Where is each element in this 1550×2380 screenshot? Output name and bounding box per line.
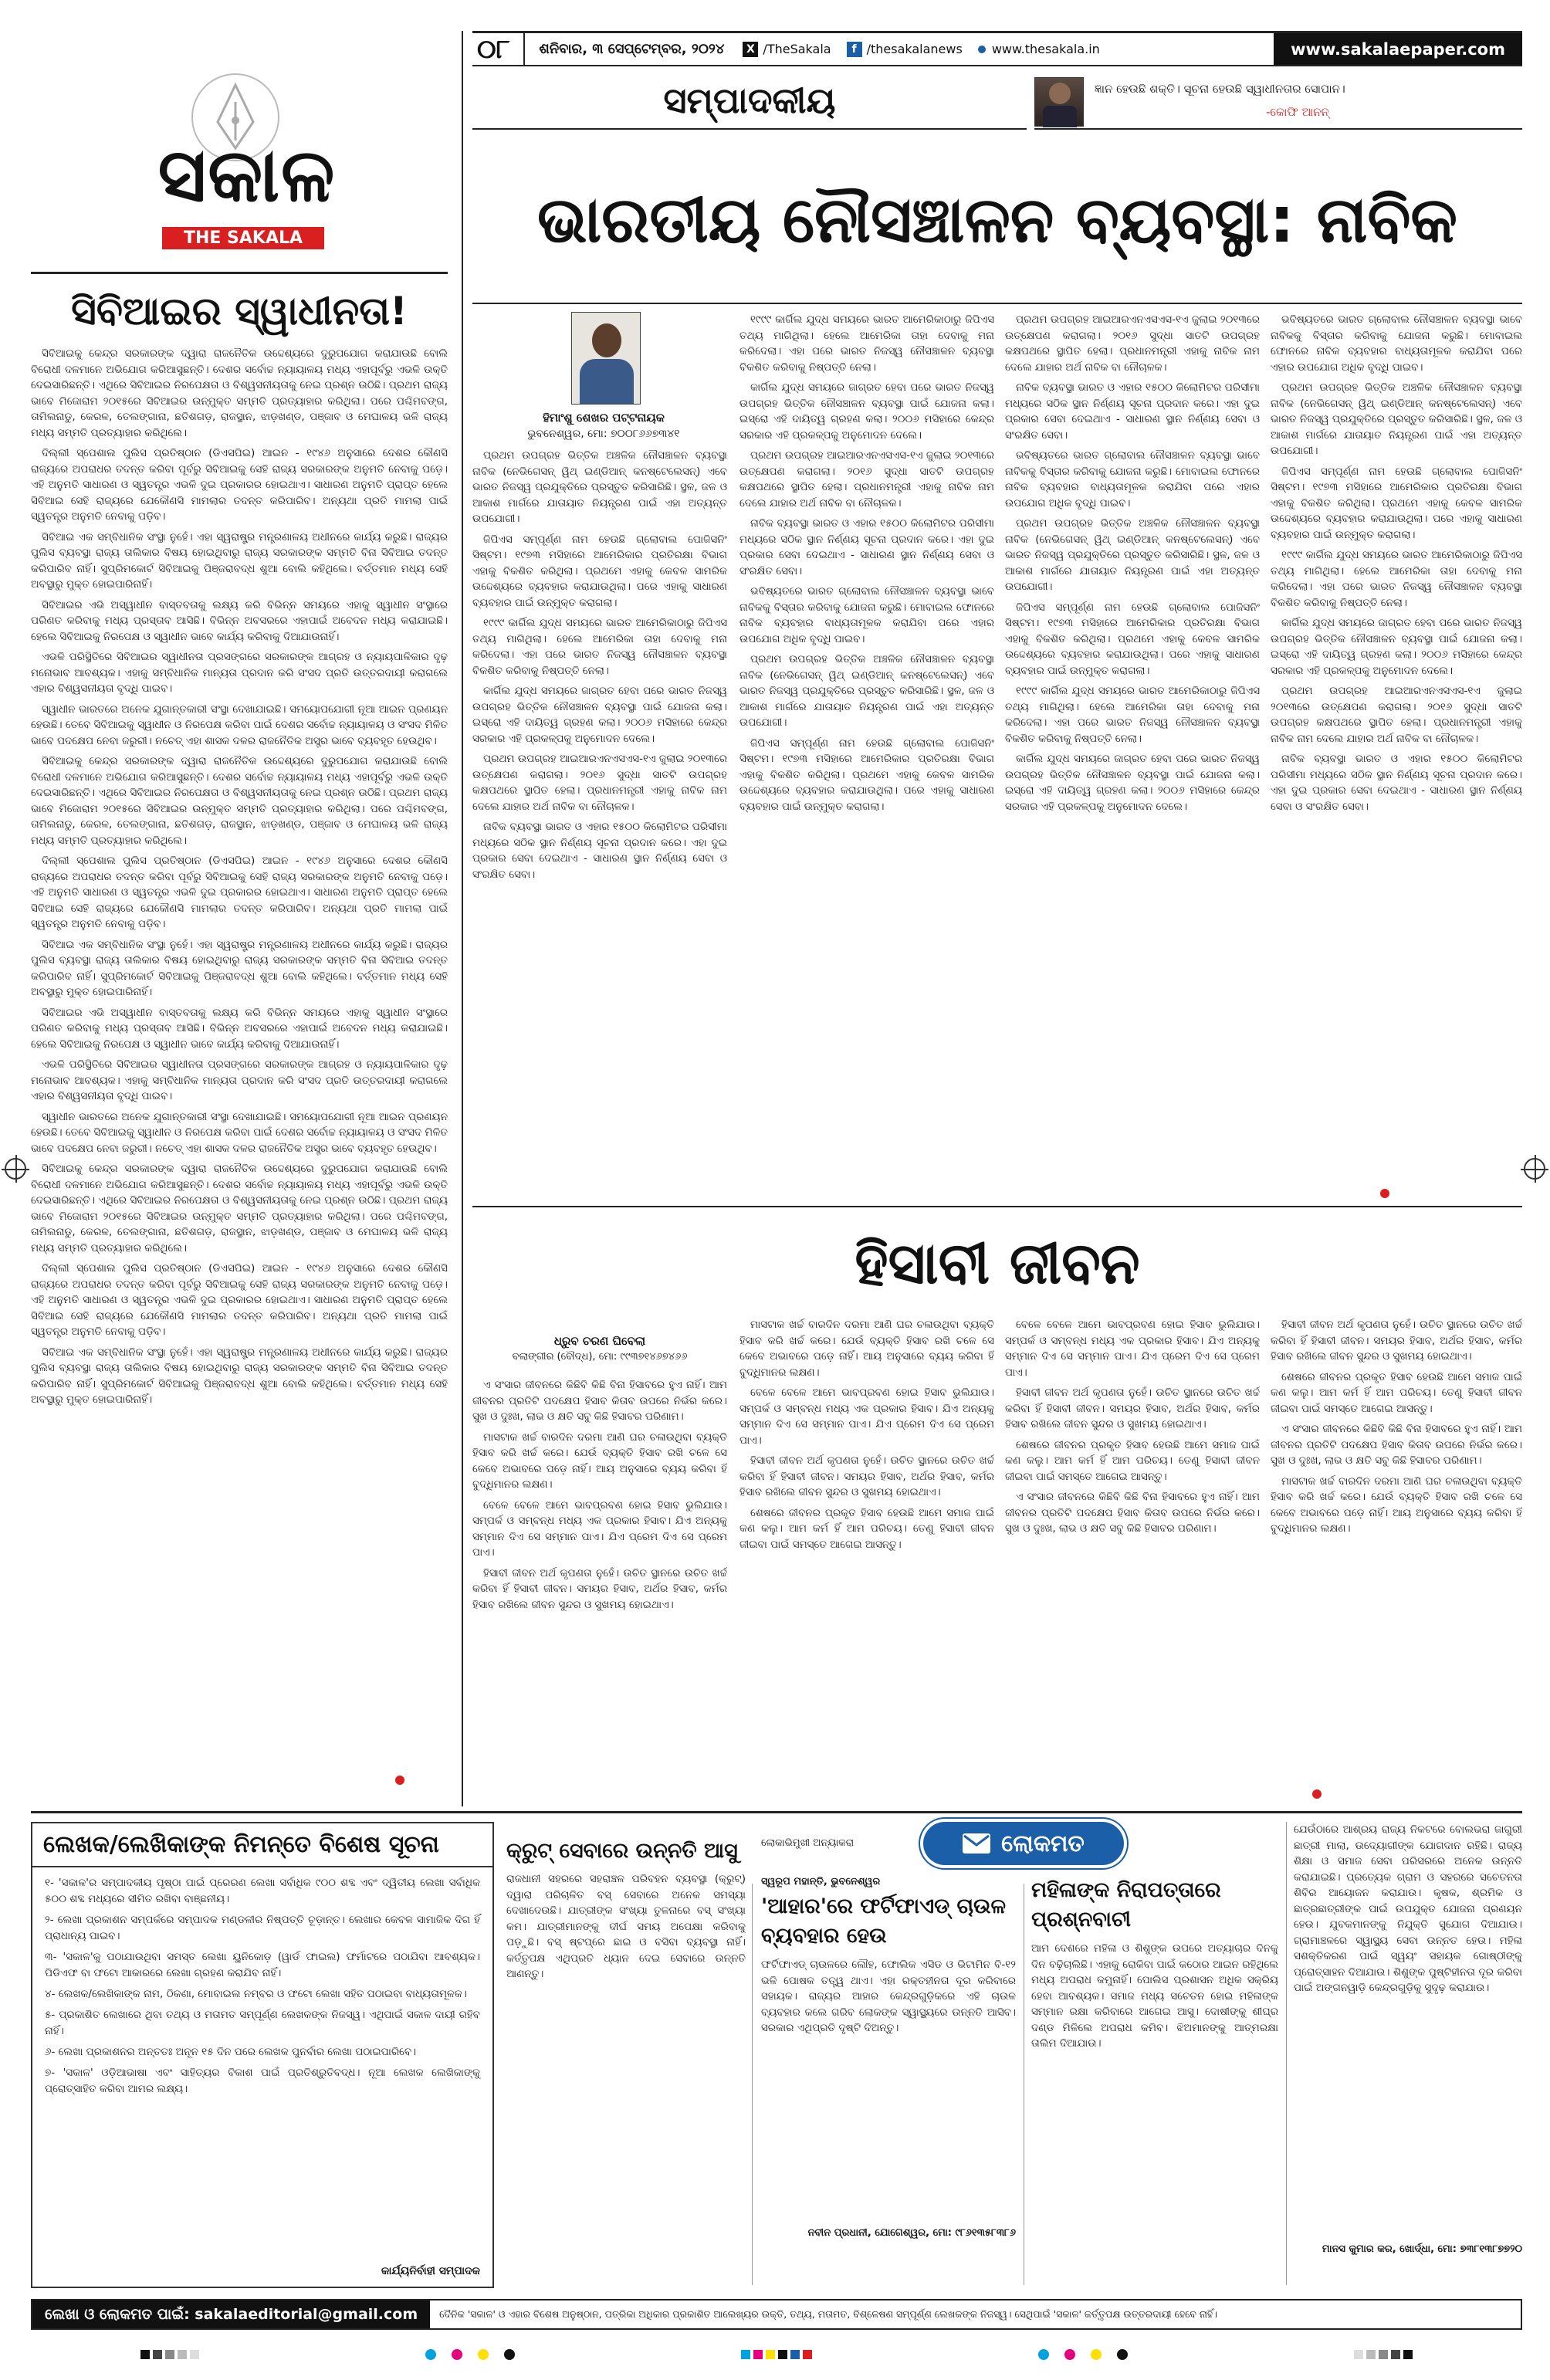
feature-paragraph: ଭବିଷ୍ୟତରେ ଭାରତ ଗ୍ଲୋବାଲ ନୌସଞ୍ଚାଳନ ବ୍ୟବସ୍ଥା ଭାବେ ନାବିକକୁ ବିସ୍ତାର କରିବାକୁ ଯୋଜନା କରୁଛି। ମୋବାଇଲ ଫୋନରେ ନାବିକ ବ୍ୟବହାର ବାଧ୍ୟତାମୂଳକ କରାଯିବା ପରେ ଏହାର ଉପଯୋଗ ଅଧିକ ବୃଦ୍ଧି ପାଇବ। bbox=[739, 585, 994, 645]
feature-paragraph: କାର୍ଗିଲ ଯୁଦ୍ଧ ସମୟରେ ଜାଗ୍ରତ ହେବା ପରେ ଭାରତ ନିଜସ୍ୱ ଉପଗ୍ରହ ଭିତ୍ତିକ ନୌସଞ୍ଚାଳନ ବ୍ୟବସ୍ଥା ପାଇଁ ଯୋଜନା କଲା। ଇସ୍ରୋ ଏହି ଦାୟିତ୍ୱ ଗ୍ରହଣ କଲା। ୨୦୦୬ ମସିହାରେ କେନ୍ଦ୍ର ସରକାର ଏହି ପ୍ରକଳ୍ପକୁ ଅନୁମୋଦନ ଦେଲେ। bbox=[739, 381, 994, 442]
feature-title: ଭାରତୀୟ ନୌସଞ୍ଚାଳନ ବ୍ୟବସ୍ଥା: ନାବିକ bbox=[536, 184, 1458, 257]
section-title: ସମ୍ପାଦକୀୟ bbox=[663, 80, 836, 121]
notice-item: ୪- ଲେଖକ/ଲେଖିକାଙ୍କ ନାମ, ଠିକଣା, ମୋବାଇଲ ନମ୍ବର ଓ ଫଟୋ ଲେଖା ସହିତ ପଠାଇବା ବାଧ୍ୟତାମୂଳକ। bbox=[45, 1988, 467, 2000]
life-paragraph: ଶେଷରେ ଜୀବନର ପ୍ରକୃତ ହିସାବ ହେଉଛି ଆମେ ସମାଜ ପାଇଁ କଣ କଲୁ। ଆମ କର୍ମ ହିଁ ଆମ ପରିଚୟ। ତେଣୁ ହିସାବୀ ଜୀବନ ଜୀଇବା ପାଇଁ ସମସ୍ତେ ଆଗେଇ ଆସନ୍ତୁ। bbox=[739, 1506, 994, 1551]
feature-paragraph: ପ୍ରଥମ ଉପଗ୍ରହ ଭିତ୍ତିକ ଅଞ୍ଚଳିକ ନୌସଞ୍ଚାଳନ ବ୍ୟବସ୍ଥା ନାବିକ (ନେଭିଗେସନ୍ ୱିଥ୍ ଇଣ୍ଡିଆନ୍ କନଷ୍ଟେଲେସନ୍) ଏବେ ଭାରତ ନିଜସ୍ୱ ପ୍ରଯୁକ୍ତିରେ ପ୍ରସ୍ତୁତ କରିସାରିଛି। ସ୍ଥଳ, ଜଳ ଓ ଆକାଶ ମାର୍ଗରେ ଯାତାୟାତ ନିୟନ୍ତ୍ରଣ ପାଇଁ ଏହା ଅତ୍ୟନ୍ତ ଉପଯୋଗୀ। bbox=[472, 449, 727, 525]
feature-author: ହିମାଂଶୁ ଶେଖର ପଟ୍ଟନାୟକ bbox=[543, 411, 665, 425]
lokamat-banner-label: ଲୋକମତ bbox=[1001, 1830, 1085, 1857]
letter-author-2: ନବୀନ ପ୍ରଧାନୀ, ଯୋଗେଶ୍ୱର, ମୋ: ୯୮୬୧୩୫୮୩୮୬ bbox=[807, 2227, 1016, 2239]
letter-1-author: ଲୋକାଭିମୁଖୀ ଅନ୍ୟାକରା bbox=[761, 1837, 855, 1849]
website-link[interactable]: www.thesakala.in bbox=[991, 42, 1100, 56]
life-paragraph: ହିସାବୀ ଜୀବନ ଅର୍ଥ କୃପଣତା ନୁହେଁ। ଉଚିତ ସ୍ଥାନରେ ଉଚିତ ଖର୍ଚ୍ଚ କରିବା ହିଁ ହିସାବୀ ଜୀବନ। ସମୟର ହିସାବ, ଅର୍ଥର ହିସାବ, କର୍ମର ହିସାବ ରଖିଲେ ଜୀବନ ସୁନ୍ଦର ଓ ସୁଖମୟ ହୋଇଥାଏ। bbox=[472, 1566, 727, 1611]
editorial-paragraph: ସିବିଆଇ ଏକ ସମ୍ବିଧାନିକ ସଂସ୍ଥା ନୁହେଁ। ଏହା ସ୍ୱରାଷ୍ଟ୍ର ମନ୍ତ୍ରଣାଳୟ ଅଧୀନରେ କାର୍ଯ୍ୟ କରୁଛି। ରାଜ୍ୟର ପୁଲିସ ବ୍ୟବସ୍ଥା ରାଜ୍ୟ ତାଲିକାର ବିଷୟ ହୋଇଥିବାରୁ ରାଜ୍ୟ ସରକାରଙ୍କ ସମ୍ମତି ବିନା ସିବିଆଇ ତଦନ୍ତ କରିପାରିବ ନାହିଁ। ସୁପ୍ରିମକୋର୍ଟ ସିବିଆଇକୁ ପିଞ୍ଜରାବଦ୍ଧ ଶୁଆ ବୋଲି କହିଥିଲେ। ବର୍ତ୍ତମାନ ମଧ୍ୟ ସେହି ଅବସ୍ଥାରୁ ମୁକ୍ତ ହୋଇପାରିନାହିଁ। bbox=[31, 530, 448, 591]
feature-paragraph: ପ୍ରଥମ ଉପଗ୍ରହ ଆଇଆରଏନଏସଏସ-୧ଏ ଜୁଲାଇ ୨୦୧୩ରେ ଉତ୍କ୍ଷେପଣ କରାଗଲା। ୨୦୧୬ ସୁଦ୍ଧା ସାତଟି ଉପଗ୍ରହ କକ୍ଷପଥରେ ସ୍ଥାପିତ ହେଲା। ପ୍ରଧାନମନ୍ତ୍ରୀ ଏହାକୁ ନାବିକ ନାମ ଦେଲେ ଯାହାର ଅର୍ଥ ନାବିକ ବା ନୌଚାଳକ। bbox=[1005, 313, 1260, 374]
notice-box bbox=[31, 1822, 494, 2288]
feature-body-col-4 bbox=[1271, 312, 1522, 1195]
notice-item: ୭- 'ସକାଳ' ଓଡ଼ିଆଭାଷା ଏବଂ ସାହିତ୍ୟର ବିକାଶ ପାଇଁ ପ୍ରତିଶ୍ରୁତିବଦ୍ଧ। ନୂଆ ଲେଖକ ଲେଖିକାଙ୍କୁ ପ୍ରୋତ୍ସାହିତ କରିବା ଆମର ଲକ୍ଷ୍ୟ। bbox=[45, 2067, 480, 2095]
letter-body: ଫର୍ଟିଫାଏଡ୍ ଚାଉଳରେ ଲୌହ, ଫୋଲିକ ଏସିଡ ଓ ଭିଟାମିନ ବି-୧୨ ଭଳି ପୋଷକ ତତ୍ତ୍ୱ ଥାଏ। ଏହା ରକ୍ତହୀନତା ଦୂର କରିବାରେ ସହାୟକ। ରାଜ୍ୟର ଆହାର କେନ୍ଦ୍ରଗୁଡ଼ିକରେ ଏହି ଚାଉଳ ବ୍ୟବହାର କଲେ ଗରିବ ଲୋକଙ୍କ ସ୍ୱାସ୍ଥ୍ୟରେ ଉନ୍ନତି ଆସିବ। ସରକାର ଏଥିପ୍ରତି ଦୃଷ୍ଟି ଦିଅନ୍ତୁ। bbox=[761, 1959, 1016, 2034]
life-paragraph: ମାସଟାକ ଖର୍ଚ୍ଚ ବାରଦିନ ଦରମା ଆଣି ଘର ଚଳାଉଥିବା ବ୍ୟକ୍ତି ହିସାବ କରି ଖର୍ଚ୍ଚ କରେ। ଯେଉଁ ବ୍ୟକ୍ତି ହିସାବ ରଖି ଚଳେ ସେ କେବେ ଅଭାବରେ ପଡ଼େ ନାହିଁ। ଆୟ ଅନୁସାରେ ବ୍ୟୟ କରିବା ହିଁ ବୁଦ୍ଧିମାନର ଲକ୍ଷଣ। bbox=[739, 1319, 994, 1379]
life-body-col-2 bbox=[739, 1317, 994, 1800]
page-number: ୦୮ bbox=[472, 33, 525, 65]
life-paragraph: ଏ ସଂସାର ଜୀବନରେ କିଛିବି କିଛି ବିନା ହିସାବରେ ହୁଏ ନାହିଁ। ଆମ ଜୀବନର ପ୍ରତିଟି ପଦକ୍ଷେପ ହିସାବ କିତାବ ଉପରେ ନିର୍ଭର କରେ। ସୁଖ ଓ ଦୁଃଖ, ଲାଭ ଓ କ୍ଷତି ସବୁ କିଛି ହିସାବର ପରିଣାମ। bbox=[472, 1379, 727, 1423]
quote-author: -କୋଫି ଆନନ୍ bbox=[1266, 105, 1329, 119]
feature-paragraph: କାର୍ଗିଲ ଯୁଦ୍ଧ ସମୟରେ ଜାଗ୍ରତ ହେବା ପରେ ଭାରତ ନିଜସ୍ୱ ଉପଗ୍ରହ ଭିତ୍ତିକ ନୌସଞ୍ଚାଳନ ବ୍ୟବସ୍ଥା ପାଇଁ ଯୋଜନା କଲା। ଇସ୍ରୋ ଏହି ଦାୟିତ୍ୱ ଗ୍ରହଣ କଲା। ୨୦୦୬ ମସିହାରେ କେନ୍ଦ୍ର ସରକାର ଏହି ପ୍ରକଳ୍ପକୁ ଅନୁମୋଦନ ଦେଲେ। bbox=[472, 685, 727, 745]
footer-bar bbox=[31, 2299, 1522, 2330]
feature-paragraph: ୧୯୯୯ କାର୍ଗିଲ ଯୁଦ୍ଧ ସମୟରେ ଭାରତ ଆମେରିକାଠାରୁ ଜିପିଏସ ତଥ୍ୟ ମାଗିଥିଲା। ହେଲେ ଆମେରିକା ତାହା ଦେବାକୁ ମନା କରିଦେଲା। ଏହା ପରେ ଭାରତ ନିଜସ୍ୱ ନୌସଞ୍ଚାଳନ ବ୍ୟବସ୍ଥା ବିକଶିତ କରିବାକୁ ନିଷ୍ପତ୍ତି ନେଲା। bbox=[1005, 685, 1260, 745]
editorial-paragraph: ସିବିଆଇକୁ କେନ୍ଦ୍ର ସରକାରଙ୍କ ଦ୍ୱାରା ରାଜନୈତିକ ଉଦ୍ଦେଶ୍ୟରେ ଦୁରୁପଯୋଗ କରାଯାଉଛି ବୋଲି ବିରୋଧୀ ଦଳମାନେ ଅଭିଯୋଗ କରିଆସୁଛନ୍ତି। ଦେଶର ସର୍ବୋଚ୍ଚ ନ୍ୟାୟାଳୟ ମଧ୍ୟ ଏହାପୂର୍ବରୁ ଏଭଳି ଉକ୍ତି ଦେଇସାରିଛନ୍ତି। ଏଥିରେ ସିବିଆଇର ନିରପେକ୍ଷତା ଓ ବିଶ୍ୱସନୀୟତାକୁ ନେଇ ପ୍ରଶ୍ନ ଉଠିଛି। ପ୍ରଥମ ରାଜ୍ୟ ଭାବେ ମିଜୋରାମ ୨୦୧୫ରେ ସିବିଆଇର ଉନ୍ମୁକ୍ତ ସମ୍ମତି ପ୍ରତ୍ୟାହାର କରିଥିଲା। ପରେ ପଶ୍ଚିମବଙ୍ଗ, ତାମିଲନାଡୁ, କେରଳ, ତେଲଙ୍ଗାନା, ଛତିଶଗଡ଼, ରାଜସ୍ଥାନ, ଝାଡ଼ଖଣ୍ଡ, ପଞ୍ଜାବ ଓ ମେଘାଳୟ ଭଳି ରାଜ୍ୟ ମଧ୍ୟ ସମ୍ମତି ପ୍ରତ୍ୟାହାର କରିଥିଲେ। bbox=[31, 755, 448, 847]
feature-paragraph: ପ୍ରଥମ ଉପଗ୍ରହ ଭିତ୍ତିକ ଅଞ୍ଚଳିକ ନୌସଞ୍ଚାଳନ ବ୍ୟବସ୍ଥା ନାବିକ (ନେଭିଗେସନ୍ ୱିଥ୍ ଇଣ୍ଡିଆନ୍ କନଷ୍ଟେଲେସନ୍) ଏବେ ଭାରତ ନିଜସ୍ୱ ପ୍ରଯୁକ୍ତିରେ ପ୍ରସ୍ତୁତ କରିସାରିଛି। ସ୍ଥଳ, ଜଳ ଓ ଆକାଶ ମାର୍ଗରେ ଯାତାୟାତ ନିୟନ୍ତ୍ରଣ ପାଇଁ ଏହା ଅତ୍ୟନ୍ତ ଉପଯୋଗୀ। bbox=[739, 653, 994, 729]
life-paragraph: ବେଳେ ବେଳେ ଆମେ ଭାବପ୍ରବଣ ହୋଇ ହିସାବ ଭୁଲିଯାଉ। ସମ୍ପର୍କ ଓ ସମ୍ବନ୍ଧ ମଧ୍ୟ ଏକ ପ୍ରକାର ହିସାବ। ଯିଏ ଅନ୍ୟକୁ ସମ୍ମାନ ଦିଏ ସେ ସମ୍ମାନ ପାଏ। ଯିଏ ପ୍ରେମ ଦିଏ ସେ ପ୍ରେମ ପାଏ। bbox=[472, 1498, 727, 1559]
feature-paragraph: ନାବିକ ବ୍ୟବସ୍ଥା ଭାରତ ଓ ଏହାର ୧୫୦୦ କିଲୋମିଟର ପରିସୀମା ମଧ୍ୟରେ ସଠିକ ସ୍ଥାନ ନିର୍ଣ୍ଣୟ ସୂଚନା ପ୍ରଦାନ କରେ। ଏହା ଦୁଇ ପ୍ରକାର ସେବା ଦେଇଥାଏ - ସାଧାରଣ ସ୍ଥାନ ନିର୍ଣ୍ଣୟ ସେବା ଓ ସଂରକ୍ଷିତ ସେବା। bbox=[1005, 381, 1260, 442]
feature-paragraph: କାର୍ଗିଲ ଯୁଦ୍ଧ ସମୟରେ ଜାଗ୍ରତ ହେବା ପରେ ଭାରତ ନିଜସ୍ୱ ଉପଗ୍ରହ ଭିତ୍ତିକ ନୌସଞ୍ଚାଳନ ବ୍ୟବସ୍ଥା ପାଇଁ ଯୋଜନା କଲା। ଇସ୍ରୋ ଏହି ଦାୟିତ୍ୱ ଗ୍ରହଣ କଲା। ୨୦୦୬ ମସିହାରେ କେନ୍ଦ୍ର ସରକାର ଏହି ପ୍ରକଳ୍ପକୁ ଅନୁମୋଦନ ଦେଲେ। bbox=[1271, 617, 1522, 677]
letter-title: 'ଆହାର'ରେ ଫର୍ଟିଫାଏଡ୍ ଚାଉଳ ବ୍ୟବହାର ହେଉ bbox=[761, 1894, 1007, 1948]
notice-item: ୧- 'ସକାଳ'ର ସମ୍ପାଦକୀୟ ପୃଷ୍ଠା ପାଇଁ ପ୍ରେରଣ ଲେଖା ସର୍ବାଧିକ ୯୦୦ ଶବ୍ଦ ଏବଂ ଦ୍ୱିତୀୟ ଲେଖା ସର୍ବାଧିକ ୫୦୦ ଶବ୍ଦ ମଧ୍ୟରେ ସୀମିତ ରଖିବା ବାଞ୍ଛନୀୟ। bbox=[45, 1877, 480, 1905]
feature-body-col-3 bbox=[1005, 312, 1260, 1195]
letter-author: ମାନସ କୁମାର କର, ଖୋର୍ଦ୍ଧା, ମୋ: ୭୩୮୧୩୮୭୭୨୦ bbox=[1322, 2243, 1522, 2255]
feature-paragraph: ଜିପିଏସ ସମ୍ପୂର୍ଣ୍ଣ ନାମ ହେଉଛି ଗ୍ଲୋବାଲ ପୋଜିସନିଂ ସିଷ୍ଟମ। ୧୯୭୩ ମସିହାରେ ଆମେରିକାର ପ୍ରତିରକ୍ଷା ବିଭାଗ ଏହାକୁ ବିକଶିତ କରିଥିଲା। ପ୍ରଥମେ ଏହାକୁ କେବଳ ସାମରିକ ଉଦ୍ଦେଶ୍ୟରେ ବ୍ୟବହାର କରାଯାଉଥିଲା। ପରେ ଏହାକୁ ସାଧାରଣ ବ୍ୟବହାର ପାଇଁ ଉନ୍ମୁକ୍ତ କରାଗଲା। bbox=[739, 736, 994, 813]
lokamat-banner bbox=[923, 1822, 1124, 1865]
feature-paragraph: ପ୍ରଥମ ଉପଗ୍ରହ ଆଇଆରଏନଏସଏସ-୧ଏ ଜୁଲାଇ ୨୦୧୩ରେ ଉତ୍କ୍ଷେପଣ କରାଗଲା। ୨୦୧୬ ସୁଦ୍ଧା ସାତଟି ଉପଗ୍ରହ କକ୍ଷପଥରେ ସ୍ଥାପିତ ହେଲା। ପ୍ରଧାନମନ୍ତ୍ରୀ ଏହାକୁ ନାବିକ ନାମ ଦେଲେ ଯାହାର ଅର୍ଥ ନାବିକ ବା ନୌଚାଳକ। bbox=[472, 753, 727, 813]
editorial-paragraph: ସିବିଆଇକୁ କେନ୍ଦ୍ର ସରକାରଙ୍କ ଦ୍ୱାରା ରାଜନୈତିକ ଉଦ୍ଦେଶ୍ୟରେ ଦୁରୁପଯୋଗ କରାଯାଉଛି ବୋଲି ବିରୋଧୀ ଦଳମାନେ ଅଭିଯୋଗ କରିଆସୁଛନ୍ତି। ଦେଶର ସର୍ବୋଚ୍ଚ ନ୍ୟାୟାଳୟ ମଧ୍ୟ ଏହାପୂର୍ବରୁ ଏଭଳି ଉକ୍ତି ଦେଇସାରିଛନ୍ତି। ଏଥିରେ ସିବିଆଇର ନିରପେକ୍ଷତା ଓ ବିଶ୍ୱସନୀୟତାକୁ ନେଇ ପ୍ରଶ୍ନ ଉଠିଛି। ପ୍ରଥମ ରାଜ୍ୟ ଭାବେ ମିଜୋରାମ ୨୦୧୫ରେ ସିବିଆଇର ଉନ୍ମୁକ୍ତ ସମ୍ମତି ପ୍ରତ୍ୟାହାର କରିଥିଲା। ପରେ ପଶ୍ଚିମବଙ୍ଗ, ତାମିଲନାଡୁ, କେରଳ, ତେଲଙ୍ଗାନା, ଛତିଶଗଡ଼, ରାଜସ୍ଥାନ, ଝାଡ଼ଖଣ୍ଡ, ପଞ୍ଜାବ ଓ ମେଘାଳୟ ଭଳି ରାଜ୍ୟ ମଧ୍ୟ ସମ୍ମତି ପ୍ରତ୍ୟାହାର କରିଥିଲେ। bbox=[31, 347, 448, 439]
editorial-paragraph: ଏଭଳି ପରିସ୍ଥିତିରେ ସିବିଆଇର ସ୍ୱାଧୀନତା ପ୍ରସଙ୍ଗରେ ସରକାରଙ୍କ ଆଗ୍ରହ ଓ ନ୍ୟାୟପାଳିକାର ଦୃଢ଼ ମନୋଭାବ ଆବଶ୍ୟକ। ଏହାକୁ ସମ୍ବିଧାନିକ ମାନ୍ୟତା ପ୍ରଦାନ କରି ସଂସଦ ପ୍ରତି ଉତ୍ତରଦାୟୀ କରାଗଲେ ଏହାର ବିଶ୍ୱସନୀୟତା ବୃଦ୍ଧି ପାଇବ। bbox=[31, 1058, 448, 1102]
life-paragraph: ଏ ସଂସାର ଜୀବନରେ କିଛିବି କିଛି ବିନା ହିସାବରେ ହୁଏ ନାହିଁ। ଆମ ଜୀବନର ପ୍ରତିଟି ପଦକ୍ଷେପ ହିସାବ କିତାବ ଉପରେ ନିର୍ଭର କରେ। ସୁଖ ଓ ଦୁଃଖ, ଲାଭ ଓ କ୍ଷତି ସବୁ କିଛି ହିସାବର ପରିଣାମ। bbox=[1271, 1423, 1522, 1467]
facebook-handle[interactable]: /thesakalanews bbox=[866, 42, 963, 56]
notice-item: ୫- ପ୍ରକାଶିତ ଲେଖାରେ ଥିବା ତଥ୍ୟ ଓ ମତାମତ ସମ୍ପୂର୍ଣ୍ଣ ଲେଖକଙ୍କ ନିଜସ୍ୱ। ଏଥିପାଇଁ ସକାଳ ଦାୟୀ ରହିବ ନାହିଁ। bbox=[45, 2009, 480, 2037]
quote-box bbox=[1034, 74, 1522, 130]
editorial-paragraph: ସିବିଆଇ ଏକ ସମ୍ବିଧାନିକ ସଂସ୍ଥା ନୁହେଁ। ଏହା ସ୍ୱରାଷ୍ଟ୍ର ମନ୍ତ୍ରଣାଳୟ ଅଧୀନରେ କାର୍ଯ୍ୟ କରୁଛି। ରାଜ୍ୟର ପୁଲିସ ବ୍ୟବସ୍ଥା ରାଜ୍ୟ ତାଲିକାର ବିଷୟ ହୋଇଥିବାରୁ ରାଜ୍ୟ ସରକାରଙ୍କ ସମ୍ମତି ବିନା ସିବିଆଇ ତଦନ୍ତ କରିପାରିବ ନାହିଁ। ସୁପ୍ରିମକୋର୍ଟ ସିବିଆଇକୁ ପିଞ୍ଜରାବଦ୍ଧ ଶୁଆ ବୋଲି କହିଥିଲେ। ବର୍ତ୍ତମାନ ମଧ୍ୟ ସେହି ଅବସ୍ଥାରୁ ମୁକ୍ତ ହୋଇପାରିନାହିଁ। bbox=[31, 938, 448, 998]
editorial-paragraph: ସ୍ୱାଧୀନ ଭାରତରେ ଅନେକ ଯୁଗାନ୍ତକାରୀ ସଂସ୍ଥା ଦେଖାଯାଇଛି। ସମୟୋପଯୋଗୀ ନୂଆ ଆଇନ ପ୍ରଣୟନ ହେଉଛି। ତେବେ ସିବିଆଇକୁ ସ୍ୱାଧୀନ ଓ ନିରପେକ୍ଷ କରିବା ପାଇଁ ଦେଶର ସର୍ବୋଚ୍ଚ ନ୍ୟାୟାଳୟ ଓ ସଂସଦ ମିଳିତ ଭାବେ ପଦକ୍ଷେପ ନେବା ଜରୁରୀ। ନଚେତ୍ ଏହା ଶାସକ ଦଳର ରାଜନୈତିକ ଅସ୍ତ୍ର ଭାବେ ବ୍ୟବହୃତ ହେଉଥିବ। bbox=[31, 702, 448, 747]
editorial-paragraph: ଦିଲ୍ଲୀ ସ୍ପେଶାଲ ପୁଲିସ ପ୍ରତିଷ୍ଠାନ (ଡିଏସପିଇ) ଆଇନ - ୧୯୪୬ ଅନୁସାରେ ଦେଶର କୌଣସି ରାଜ୍ୟରେ ଅପରାଧର ତଦନ୍ତ କରିବା ପୂର୍ବରୁ ସିବିଆଇକୁ ସେହି ରାଜ୍ୟ ସରକାରଙ୍କ ଅନୁମତି ନେବାକୁ ପଡ଼େ। ଏହି ଅନୁମତି ସାଧାରଣ ଓ ସ୍ୱତନ୍ତ୍ର ଏଭଳି ଦୁଇ ପ୍ରକାରର ହୋଇଥାଏ। ସାଧାରଣ ଅନୁମତି ପ୍ରାପ୍ତ ହେଲେ ସିବିଆଇ ସେହି ରାଜ୍ୟରେ ଯେକୌଣସି ମାମଲାର ତଦନ୍ତ କରିପାରିବ। ଅନ୍ୟଥା ପ୍ରତି ମାମଲା ପାଇଁ ସ୍ୱତନ୍ତ୍ର ଅନୁମତି ନେବାକୁ ପଡ଼ିବ। bbox=[31, 447, 448, 523]
editorial-body bbox=[31, 346, 448, 1796]
editorial-paragraph: ସିବିଆଇର ଏଭି ଅସ୍ୱାଧୀନ ବାସ୍ତବତାକୁ ଲକ୍ଷ୍ୟ କରି ବିଭିନ୍ନ ସମୟରେ ଏହାକୁ ସ୍ୱାଧୀନ ସଂସ୍ଥାରେ ପରିଣତ କରିବାକୁ ମଧ୍ୟ ପ୍ରସ୍ତାବ ଆସିଛି। ବିଭିନ୍ନ ଅବସରରେ ଏହାପାଇଁ ଅବେଦନ ମଧ୍ୟ କରାଯାଇଛି। ହେଲେ ସିବିଆଇକୁ ନିରପେକ୍ଷ ଓ ସ୍ୱାଧୀନ ଭାବେ କାର୍ଯ୍ୟ କରିବାକୁ ଦିଆଯାଉନାହିଁ। bbox=[31, 598, 448, 643]
life-paragraph: ଶେଷରେ ଜୀବନର ପ୍ରକୃତ ହିସାବ ହେଉଛି ଆମେ ସମାଜ ପାଇଁ କଣ କଲୁ। ଆମ କର୍ମ ହିଁ ଆମ ପରିଚୟ। ତେଣୁ ହିସାବୀ ଜୀବନ ଜୀଇବା ପାଇଁ ସମସ୍ତେ ଆଗେଇ ଆସନ୍ତୁ। bbox=[1271, 1370, 1522, 1415]
life-paragraph: ଶେଷରେ ଜୀବନର ପ୍ରକୃତ ହିସାବ ହେଉଛି ଆମେ ସମାଜ ପାଇଁ କଣ କଲୁ। ଆମ କର୍ମ ହିଁ ଆମ ପରିଚୟ। ତେଣୁ ହିସାବୀ ଜୀବନ ଜୀଇବା ପାଇଁ ସମସ୍ତେ ଆଗେଇ ଆସନ୍ତୁ। bbox=[1005, 1438, 1260, 1483]
feature-paragraph: ଭବିଷ୍ୟତରେ ଭାରତ ଗ୍ଲୋବାଲ ନୌସଞ୍ଚାଳନ ବ୍ୟବସ୍ଥା ଭାବେ ନାବିକକୁ ବିସ୍ତାର କରିବାକୁ ଯୋଜନା କରୁଛି। ମୋବାଇଲ ଫୋନରେ ନାବିକ ବ୍ୟବହାର ବାଧ୍ୟତାମୂଳକ କରାଯିବା ପରେ ଏହାର ଉପଯୋଗ ଅଧିକ ବୃଦ୍ଧି ପାଇବ। bbox=[1271, 313, 1522, 374]
life-author-contact: ବଲାଙ୍ଗୀର (ବୌଦ୍ଧ), ମୋ: ୯୯୩୭୧୪୬୭୪୬୬ bbox=[512, 1351, 688, 1363]
letter-body: ଯେଉଁଠାରେ ଆଶ୍ରୟ ରାଜ୍ୟ ନିକଟରେ ବୋଲଭରା ଜାଗୁରୀ ଛାତ୍ରୀ ମାଲା, ଉଦ୍ୟୋଗୀଙ୍କ ଯୋଗଦାନ ରହିଛି। ରାଜ୍ୟ ଶିକ୍ଷା ଓ ସମାଜ ସେବା ପରିସରରେ ଅନେକ ଉନ୍ନତି କରାଯାଇଛି। ପ୍ରତ୍ୟେକ ଗ୍ରାମ ଓ ସହରରେ ସଚେତନତା ଶିବିର ଆୟୋଜନ କରାଯାଉ। କୃଷକ, ଶ୍ରମିକ ଓ ଛାତ୍ରଛାତ୍ରୀଙ୍କ ପାଇଁ ଉପଯୁକ୍ତ ଯୋଜନା ପ୍ରଣୟନ ହେଉ। ଯୁବକମାନଙ୍କୁ ନିଯୁକ୍ତି ସୁଯୋଗ ଦିଆଯାଉ। ଗ୍ରାମାଞ୍ଚଳରେ ସ୍ୱାସ୍ଥ୍ୟ ସେବା ଉନ୍ନତ ହେଉ। ମହିଳା ସଶକ୍ତିକରଣ ପାଇଁ ସ୍ୱୟଂ ସହାୟକ ଗୋଷ୍ଠୀଙ୍କୁ ପ୍ରୋତ୍ସାହନ ଦିଆଯାଉ। ଶିଶୁଙ୍କ ପୁଷ୍ଟିହୀନତା ଦୂର କରିବା ପାଇଁ ଅଙ୍ଗନୱାଡ଼ି କେନ୍ଦ୍ରଗୁଡ଼ିକୁ ସୁଦୃଢ଼ କରାଯାଉ। bbox=[1294, 1823, 1522, 1994]
letter-2 bbox=[761, 1876, 1016, 2288]
life-body-col-4 bbox=[1271, 1317, 1522, 1800]
feature-end-mark bbox=[1380, 1189, 1389, 1198]
letter-body: ରାଜଧାନୀ ସହରରେ ସହରାଞ୍ଚଳ ପରିବହନ ବ୍ୟବସ୍ଥା (କ୍ରୁଟ୍) ଦ୍ୱାରା ପରିଚାଳିତ ବସ୍ ସେବାରେ ଅନେକ ସମସ୍ୟା ଦେଖାଦେଉଛି। ଯାତ୍ରୀଙ୍କ ସଂଖ୍ୟା ତୁଳନାରେ ବସ୍ ସଂଖ୍ୟା କମ। ଯାତ୍ରୀମାନଙ୍କୁ ଦୀର୍ଘ ସମୟ ଅପେକ୍ଷା କରିବାକୁ ପଡ଼ୁଛି। ବସ୍ ଷ୍ଟପ୍‌ରେ ଛାଇ ଓ ବସିବା ବ୍ୟବସ୍ଥା ନାହିଁ। କର୍ତ୍ତୃପକ୍ଷ ଏଥିପ୍ରତି ଧ୍ୟାନ ଦେଇ ସେବାରେ ଉନ୍ନତି ଆଣନ୍ତୁ। bbox=[506, 1873, 746, 1980]
notice-item: ୨- ଲେଖା ପ୍ରକାଶନ ସମ୍ପର୍କରେ ସମ୍ପାଦକ ମଣ୍ଡଳୀର ନିଷ୍ପତ୍ତି ଚୂଡ଼ାନ୍ତ। ଲେଖାର କେବଳ ସାମାଜିକ ଦିଗ ହିଁ ପ୍ରାଧାନ୍ୟ ପାଇବ। bbox=[45, 1914, 480, 1942]
notice-item: ୬- ଲେଖା ପ୍ରକାଶନର ଅନ୍ତତଃ ଅନୂନ ୧୫ ଦିନ ପରେ ଲେଖକ ପୁନର୍ବାର ଲେଖା ପଠାଇପାରିବେ। bbox=[45, 2046, 417, 2058]
letter-body: ଆମ ଦେଶରେ ମହିଳା ଓ ଶିଶୁଙ୍କ ଉପରେ ଅତ୍ୟାଚାର ଦିନକୁ ଦିନ ବଢ଼ିଚାଲିଛି। ଏହାକୁ ରୋକିବା ପାଇଁ କଠୋର ଆଇନ ରହିଥିଲେ ମଧ୍ୟ ଅପରାଧ କମୁନାହିଁ। ପୋଲିସ ପ୍ରଶାସନ ଅଧିକ ସକ୍ରିୟ ହେବା ଆବଶ୍ୟକ। ସମାଜ ମଧ୍ୟ ସଚେତନ ହୋଇ ମହିଳାଙ୍କ ସମ୍ମାନ ରକ୍ଷା କରିବାରେ ଆଗେଇ ଆସୁ। ଦୋଷୀଙ୍କୁ ଶୀଘ୍ର ଦଣ୍ଡ ମିଳିଲେ ଅପରାଧ କମିବ। ଝିଅମାନଙ୍କୁ ଆତ୍ମରକ୍ଷା ତାଲିମ ଦିଆଯାଉ। bbox=[1031, 1942, 1278, 2050]
notice-signature: କାର୍ଯ୍ୟନିର୍ବାହୀ ସମ୍ପାଦକ bbox=[381, 2265, 480, 2277]
life-author: ଧ୍ରୁବ ଚରଣ ଘିବେଲା bbox=[553, 1334, 646, 1348]
feature-paragraph: ନାବିକ ବ୍ୟବସ୍ଥା ଭାରତ ଓ ଏହାର ୧୫୦୦ କିଲୋମିଟର ପରିସୀମା ମଧ୍ୟରେ ସଠିକ ସ୍ଥାନ ନିର୍ଣ୍ଣୟ ସୂଚନା ପ୍ରଦାନ କରେ। ଏହା ଦୁଇ ପ୍ରକାର ସେବା ଦେଇଥାଏ - ସାଧାରଣ ସ୍ଥାନ ନିର୍ଣ୍ଣୟ ସେବା ଓ ସଂରକ୍ଷିତ ସେବା। bbox=[472, 821, 727, 881]
letter-3 bbox=[1031, 1876, 1278, 2288]
registration-mark bbox=[1524, 1158, 1545, 1180]
globe-icon bbox=[978, 46, 986, 53]
letter-1 bbox=[506, 1837, 746, 2288]
life-body-col-3 bbox=[1005, 1317, 1260, 1800]
footer-email[interactable]: ଲେଖା ଓ ଲୋକମତ ପାଇଁ: sakalaeditorial@gmail.com bbox=[32, 2300, 430, 2328]
feature-paragraph: ଭବିଷ୍ୟତରେ ଭାରତ ଗ୍ଲୋବାଲ ନୌସଞ୍ଚାଳନ ବ୍ୟବସ୍ଥା ଭାବେ ନାବିକକୁ ବିସ୍ତାର କରିବାକୁ ଯୋଜନା କରୁଛି। ମୋବାଇଲ ଫୋନରେ ନାବିକ ବ୍ୟବହାର ବାଧ୍ୟତାମୂଳକ କରାଯିବା ପରେ ଏହାର ଉପଯୋଗ ଅଧିକ ବୃଦ୍ଧି ପାଇବ। bbox=[1005, 449, 1260, 510]
editorial-paragraph: ଦିଲ୍ଲୀ ସ୍ପେଶାଲ ପୁଲିସ ପ୍ରତିଷ୍ଠାନ (ଡିଏସପିଇ) ଆଇନ - ୧୯୪୬ ଅନୁସାରେ ଦେଶର କୌଣସି ରାଜ୍ୟରେ ଅପରାଧର ତଦନ୍ତ କରିବା ପୂର୍ବରୁ ସିବିଆଇକୁ ସେହି ରାଜ୍ୟ ସରକାରଙ୍କ ଅନୁମତି ନେବାକୁ ପଡ଼େ। ଏହି ଅନୁମତି ସାଧାରଣ ଓ ସ୍ୱତନ୍ତ୍ର ଏଭଳି ଦୁଇ ପ୍ରକାରର ହୋଇଥାଏ। ସାଧାରଣ ଅନୁମତି ପ୍ରାପ୍ତ ହେଲେ ସିବିଆଇ ସେହି ରାଜ୍ୟରେ ଯେକୌଣସି ମାମଲାର ତଦନ୍ତ କରିପାରିବ। ଅନ୍ୟଥା ପ୍ରତି ମାମଲା ପାଇଁ ସ୍ୱତନ୍ତ୍ର ଅନୁମତି ନେବାକୁ ପଡ଼ିବ। bbox=[31, 1262, 448, 1338]
letter-title: କ୍ରୁଟ୍ ସେବାରେ ଉନ୍ନତି ଆସୁ bbox=[506, 1839, 738, 1863]
footer-disclaimer: ଦୈନିକ 'ସକାଳ' ଓ ଏହାର ବିଶେଷ ଅନୁଷ୍ଠାନ, ପତ୍ରିକା ଅଧିକାର ପ୍ରକାଶିତ ଆଲେଖ୍ୟର ଉକ୍ତି, ତଥ୍ୟ, ମତାମତ, ବିଶ୍ଳେଷଣ ସମ୍ପୂର୍ଣ୍ଣ ଲେଖକଙ୍କ ନିଜସ୍ୱ। ସେଥିପାଇଁ 'ସକାଳ' କର୍ତ୍ତୃପକ୍ଷ ଉତ୍ତରଦାୟୀ ହେବେ ନାହିଁ। bbox=[439, 2308, 1217, 2320]
epaper-link[interactable]: www.sakalaepaper.com bbox=[1274, 33, 1522, 65]
life-end-mark bbox=[1312, 1789, 1322, 1799]
notice-title: ଲେଖକ/ଲେଖିକାଙ୍କ ନିମନ୍ତେ ବିଶେଷ ସୂଚନା bbox=[32, 1823, 492, 1867]
feature-paragraph: ୧୯୯୯ କାର୍ଗିଲ ଯୁଦ୍ଧ ସମୟରେ ଭାରତ ଆମେରିକାଠାରୁ ଜିପିଏସ ତଥ୍ୟ ମାଗିଥିଲା। ହେଲେ ଆମେରିକା ତାହା ଦେବାକୁ ମନା କରିଦେଲା। ଏହା ପରେ ଭାରତ ନିଜସ୍ୱ ନୌସଞ୍ଚାଳନ ବ୍ୟବସ୍ଥା ବିକଶିତ କରିବାକୁ ନିଷ୍ପତ୍ତି ନେଲା। bbox=[472, 617, 727, 677]
letter-title: ମହିଳାଙ୍କ ନିରାପତ୍ତାରେ ପ୍ରଶ୍ନବାଚୀ bbox=[1031, 1878, 1221, 1931]
letter-4 bbox=[1294, 1822, 1522, 2288]
twitter-icon: X bbox=[743, 42, 758, 57]
masthead-english: THE SAKALA bbox=[162, 227, 324, 249]
feature-paragraph: ଜିପିଏସ ସମ୍ପୂର୍ଣ୍ଣ ନାମ ହେଉଛି ଗ୍ଲୋବାଲ ପୋଜିସନିଂ ସିଷ୍ଟମ। ୧୯୭୩ ମସିହାରେ ଆମେରିକାର ପ୍ରତିରକ୍ଷା ବିଭାଗ ଏହାକୁ ବିକଶିତ କରିଥିଲା। ପ୍ରଥମେ ଏହାକୁ କେବଳ ସାମରିକ ଉଦ୍ଦେଶ୍ୟରେ ବ୍ୟବହାର କରାଯାଉଥିଲା। ପରେ ଏହାକୁ ସାଧାରଣ ବ୍ୟବହାର ପାଇଁ ଉନ୍ମୁକ୍ତ କରାଗଲା। bbox=[472, 533, 727, 609]
editorial-paragraph: ସ୍ୱାଧୀନ ଭାରତରେ ଅନେକ ଯୁଗାନ୍ତକାରୀ ସଂସ୍ଥା ଦେଖାଯାଇଛି। ସମୟୋପଯୋଗୀ ନୂଆ ଆଇନ ପ୍ରଣୟନ ହେଉଛି। ତେବେ ସିବିଆଇକୁ ସ୍ୱାଧୀନ ଓ ନିରପେକ୍ଷ କରିବା ପାଇଁ ଦେଶର ସର୍ବୋଚ୍ଚ ନ୍ୟାୟାଳୟ ଓ ସଂସଦ ମିଳିତ ଭାବେ ପଦକ୍ଷେପ ନେବା ଜରୁରୀ। ନଚେତ୍ ଏହା ଶାସକ ଦଳର ରାଜନୈତିକ ଅସ୍ତ୍ର ଭାବେ ବ୍ୟବହୃତ ହେଉଥିବ। bbox=[31, 1110, 448, 1155]
feature-paragraph: ନାବିକ ବ୍ୟବସ୍ଥା ଭାରତ ଓ ଏହାର ୧୫୦୦ କିଲୋମିଟର ପରିସୀମା ମଧ୍ୟରେ ସଠିକ ସ୍ଥାନ ନିର୍ଣ୍ଣୟ ସୂଚନା ପ୍ରଦାନ କରେ। ଏହା ଦୁଇ ପ୍ରକାର ସେବା ଦେଇଥାଏ - ସାଧାରଣ ସ୍ଥାନ ନିର୍ଣ୍ଣୟ ସେବା ଓ ସଂରକ୍ଷିତ ସେବା। bbox=[1271, 753, 1522, 813]
feature-paragraph: ଜିପିଏସ ସମ୍ପୂର୍ଣ୍ଣ ନାମ ହେଉଛି ଗ୍ଲୋବାଲ ପୋଜିସନିଂ ସିଷ୍ଟମ। ୧୯୭୩ ମସିହାରେ ଆମେରିକାର ପ୍ରତିରକ୍ଷା ବିଭାଗ ଏହାକୁ ବିକଶିତ କରିଥିଲା। ପ୍ରଥମେ ଏହାକୁ କେବଳ ସାମରିକ ଉଦ୍ଦେଶ୍ୟରେ ବ୍ୟବହାର କରାଯାଉଥିଲା। ପରେ ଏହାକୁ ସାଧାରଣ ବ୍ୟବହାର ପାଇଁ ଉନ୍ମୁକ୍ତ କରାଗଲା। bbox=[1005, 601, 1260, 677]
registration-mark bbox=[5, 1158, 26, 1180]
letter-author: ସ୍ୱରୂପ ମହାନ୍ତି, ଭୁବନେଶ୍ୱର bbox=[761, 1876, 881, 1887]
editorial-paragraph: ଦିଲ୍ଲୀ ସ୍ପେଶାଲ ପୁଲିସ ପ୍ରତିଷ୍ଠାନ (ଡିଏସପିଇ) ଆଇନ - ୧୯୪୬ ଅନୁସାରେ ଦେଶର କୌଣସି ରାଜ୍ୟରେ ଅପରାଧର ତଦନ୍ତ କରିବା ପୂର୍ବରୁ ସିବିଆଇକୁ ସେହି ରାଜ୍ୟ ସରକାରଙ୍କ ଅନୁମତି ନେବାକୁ ପଡ଼େ। ଏହି ଅନୁମତି ସାଧାରଣ ଓ ସ୍ୱତନ୍ତ୍ର ଏଭଳି ଦୁଇ ପ୍ରକାରର ହୋଇଥାଏ। ସାଧାରଣ ଅନୁମତି ପ୍ରାପ୍ତ ହେଲେ ସିବିଆଇ ସେହି ରାଜ୍ୟରେ ଯେକୌଣସି ମାମଲାର ତଦନ୍ତ କରିପାରିବ। ଅନ୍ୟଥା ପ୍ରତି ମାମଲା ପାଇଁ ସ୍ୱତନ୍ତ୍ର ଅନୁମତି ନେବାକୁ ପଡ଼ିବ। bbox=[31, 855, 448, 930]
quote-text: ଜ୍ଞାନ ହେଉଛି ଶକ୍ତି। ସୂଚନା ହେଉଛି ସ୍ୱାଧୀନତାର ସୋପାନ। bbox=[1095, 82, 1345, 96]
notice-item: ୩- 'ସକାଳ'କୁ ପଠାଯାଉଥିବା ସମସ୍ତ ଲେଖା ୟୁନିକୋଡ଼ (ୱାର୍ଡ ଫାଇଲ) ଫର୍ମାଟରେ ପଠାଯିବା ଆବଶ୍ୟକ। ପିଡିଏଫ ବା ଫଟୋ ଆକାରରେ ଲେଖା ଗ୍ରହଣ କରାଯିବ ନାହିଁ। bbox=[45, 1951, 480, 1979]
feature-paragraph: ପ୍ରଥମ ଉପଗ୍ରହ ଭିତ୍ତିକ ଅଞ୍ଚଳିକ ନୌସଞ୍ଚାଳନ ବ୍ୟବସ୍ଥା ନାବିକ (ନେଭିଗେସନ୍ ୱିଥ୍ ଇଣ୍ଡିଆନ୍ କନଷ୍ଟେଲେସନ୍) ଏବେ ଭାରତ ନିଜସ୍ୱ ପ୍ରଯୁକ୍ତିରେ ପ୍ରସ୍ତୁତ କରିସାରିଛି। ସ୍ଥଳ, ଜଳ ଓ ଆକାଶ ମାର୍ଗରେ ଯାତାୟାତ ନିୟନ୍ତ୍ରଣ ପାଇଁ ଏହା ଅତ୍ୟନ୍ତ ଉପଯୋଗୀ। bbox=[1005, 517, 1260, 593]
life-paragraph: ହିସାବୀ ଜୀବନ ଅର୍ଥ କୃପଣତା ନୁହେଁ। ଉଚିତ ସ୍ଥାନରେ ଉଚିତ ଖର୍ଚ୍ଚ କରିବା ହିଁ ହିସାବୀ ଜୀବନ। ସମୟର ହିସାବ, ଅର୍ଥର ହିସାବ, କର୍ମର ହିସାବ ରଖିଲେ ଜୀବନ ସୁନ୍ଦର ଓ ସୁଖମୟ ହୋଇଥାଏ। bbox=[1005, 1386, 1260, 1430]
feature-body-col-1 bbox=[472, 448, 727, 1195]
feature-paragraph: ପ୍ରଥମ ଉପଗ୍ରହ ଆଇଆରଏନଏସଏସ-୧ଏ ଜୁଲାଇ ୨୦୧୩ରେ ଉତ୍କ୍ଷେପଣ କରାଗଲା। ୨୦୧୬ ସୁଦ୍ଧା ସାତଟି ଉପଗ୍ରହ କକ୍ଷପଥରେ ସ୍ଥାପିତ ହେଲା। ପ୍ରଧାନମନ୍ତ୍ରୀ ଏହାକୁ ନାବିକ ନାମ ଦେଲେ ଯାହାର ଅର୍ଥ ନାବିକ ବା ନୌଚାଳକ। bbox=[1271, 685, 1522, 745]
feature-paragraph: ଜିପିଏସ ସମ୍ପୂର୍ଣ୍ଣ ନାମ ହେଉଛି ଗ୍ଲୋବାଲ ପୋଜିସନିଂ ସିଷ୍ଟମ। ୧୯୭୩ ମସିହାରେ ଆମେରିକାର ପ୍ରତିରକ୍ଷା ବିଭାଗ ଏହାକୁ ବିକଶିତ କରିଥିଲା। ପ୍ରଥମେ ଏହାକୁ କେବଳ ସାମରିକ ଉଦ୍ଦେଶ୍ୟରେ ବ୍ୟବହାର କରାଯାଉଥିଲା। ପରେ ଏହାକୁ ସାଧାରଣ ବ୍ୟବହାର ପାଇଁ ଉନ୍ମୁକ୍ତ କରାଗଲା। bbox=[1271, 465, 1522, 541]
life-paragraph: ବେଳେ ବେଳେ ଆମେ ଭାବପ୍ରବଣ ହୋଇ ହିସାବ ଭୁଲିଯାଉ। ସମ୍ପର୍କ ଓ ସମ୍ବନ୍ଧ ମଧ୍ୟ ଏକ ପ୍ରକାର ହିସାବ। ଯିଏ ଅନ୍ୟକୁ ସମ୍ମାନ ଦିଏ ସେ ସମ୍ମାନ ପାଏ। ଯିଏ ପ୍ରେମ ଦିଏ ସେ ପ୍ରେମ ପାଏ। bbox=[1005, 1319, 1260, 1379]
feature-paragraph: ୧୯୯୯ କାର୍ଗିଲ ଯୁଦ୍ଧ ସମୟରେ ଭାରତ ଆମେରିକାଠାରୁ ଜିପିଏସ ତଥ୍ୟ ମାଗିଥିଲା। ହେଲେ ଆମେରିକା ତାହା ଦେବାକୁ ମନା କରିଦେଲା। ଏହା ପରେ ଭାରତ ନିଜସ୍ୱ ନୌସଞ୍ଚାଳନ ବ୍ୟବସ୍ଥା ବିକଶିତ କରିବାକୁ ନିଷ୍ପତ୍ତି ନେଲା। bbox=[1271, 549, 1522, 609]
editorial-title: ସିବିଆଇର ସ୍ୱାଧୀନତା! bbox=[71, 289, 408, 333]
quote-author-photo bbox=[1034, 77, 1084, 127]
masthead bbox=[31, 71, 448, 256]
mail-icon bbox=[963, 1833, 990, 1854]
life-paragraph: ମାସଟାକ ଖର୍ଚ୍ଚ ବାରଦିନ ଦରମା ଆଣି ଘର ଚଳାଉଥିବା ବ୍ୟକ୍ତି ହିସାବ କରି ଖର୍ଚ୍ଚ କରେ। ଯେଉଁ ବ୍ୟକ୍ତି ହିସାବ ରଖି ଚଳେ ସେ କେବେ ଅଭାବରେ ପଡ଼େ ନାହିଁ। ଆୟ ଅନୁସାରେ ବ୍ୟୟ କରିବା ହିଁ ବୁଦ୍ଧିମାନର ଲକ୍ଷଣ। bbox=[472, 1430, 727, 1491]
twitter-handle[interactable]: /TheSakala bbox=[763, 42, 831, 56]
feature-paragraph: କାର୍ଗିଲ ଯୁଦ୍ଧ ସମୟରେ ଜାଗ୍ରତ ହେବା ପରେ ଭାରତ ନିଜସ୍ୱ ଉପଗ୍ରହ ଭିତ୍ତିକ ନୌସଞ୍ଚାଳନ ବ୍ୟବସ୍ଥା ପାଇଁ ଯୋଜନା କଲା। ଇସ୍ରୋ ଏହି ଦାୟିତ୍ୱ ଗ୍ରହଣ କଲା। ୨୦୦୬ ମସିହାରେ କେନ୍ଦ୍ର ସରକାର ଏହି ପ୍ରକଳ୍ପକୁ ଅନୁମୋଦନ ଦେଲେ। bbox=[1005, 753, 1260, 813]
header-strip bbox=[472, 31, 1522, 66]
section-title-box bbox=[472, 74, 1027, 130]
feature-paragraph: ପ୍ରଥମ ଉପଗ୍ରହ ଆଇଆରଏନଏସଏସ-୧ଏ ଜୁଲାଇ ୨୦୧୩ରେ ଉତ୍କ୍ଷେପଣ କରାଗଲା। ୨୦୧୬ ସୁଦ୍ଧା ସାତଟି ଉପଗ୍ରହ କକ୍ଷପଥରେ ସ୍ଥାପିତ ହେଲା। ପ୍ରଧାନମନ୍ତ୍ରୀ ଏହାକୁ ନାବିକ ନାମ ଦେଲେ ଯାହାର ଅର୍ଥ ନାବିକ ବା ନୌଚାଳକ। bbox=[739, 449, 994, 510]
feature-paragraph: ୧୯୯୯ କାର୍ଗିଲ ଯୁଦ୍ଧ ସମୟରେ ଭାରତ ଆମେରିକାଠାରୁ ଜିପିଏସ ତଥ୍ୟ ମାଗିଥିଲା। ହେଲେ ଆମେରିକା ତାହା ଦେବାକୁ ମନା କରିଦେଲା। ଏହା ପରେ ଭାରତ ନିଜସ୍ୱ ନୌସଞ୍ଚାଳନ ବ୍ୟବସ୍ଥା ବିକଶିତ କରିବାକୁ ନିଷ୍ପତ୍ତି ନେଲା। bbox=[739, 313, 994, 374]
editorial-end-mark bbox=[395, 1776, 404, 1785]
life-paragraph: ହିସାବୀ ଜୀବନ ଅର୍ଥ କୃପଣତା ନୁହେଁ। ଉଚିତ ସ୍ଥାନରେ ଉଚିତ ଖର୍ଚ୍ଚ କରିବା ହିଁ ହିସାବୀ ଜୀବନ। ସମୟର ହିସାବ, ଅର୍ଥର ହିସାବ, କର୍ମର ହିସାବ ରଖିଲେ ଜୀବନ ସୁନ୍ଦର ଓ ସୁଖମୟ ହୋଇଥାଏ। bbox=[739, 1454, 994, 1498]
editorial-paragraph: ସିବିଆଇ ଏକ ସମ୍ବିଧାନିକ ସଂସ୍ଥା ନୁହେଁ। ଏହା ସ୍ୱରାଷ୍ଟ୍ର ମନ୍ତ୍ରଣାଳୟ ଅଧୀନରେ କାର୍ଯ୍ୟ କରୁଛି। ରାଜ୍ୟର ପୁଲିସ ବ୍ୟବସ୍ଥା ରାଜ୍ୟ ତାଲିକାର ବିଷୟ ହୋଇଥିବାରୁ ରାଜ୍ୟ ସରକାରଙ୍କ ସମ୍ମତି ବିନା ସିବିଆଇ ତଦନ୍ତ କରିପାରିବ ନାହିଁ। ସୁପ୍ରିମକୋର୍ଟ ସିବିଆଇକୁ ପିଞ୍ଜରାବଦ୍ଧ ଶୁଆ ବୋଲି କହିଥିଲେ। ବର୍ତ୍ତମାନ ମଧ୍ୟ ସେହି ଅବସ୍ଥାରୁ ମୁକ୍ତ ହୋଇପାରିନାହିଁ। bbox=[31, 1346, 448, 1406]
life-paragraph: ହିସାବୀ ଜୀବନ ଅର୍ଥ କୃପଣତା ନୁହେଁ। ଉଚିତ ସ୍ଥାନରେ ଉଚିତ ଖର୍ଚ୍ଚ କରିବା ହିଁ ହିସାବୀ ଜୀବନ। ସମୟର ହିସାବ, ଅର୍ଥର ହିସାବ, କର୍ମର ହିସାବ ରଖିଲେ ଜୀବନ ସୁନ୍ଦର ଓ ସୁଖମୟ ହୋଇଥାଏ। bbox=[1271, 1319, 1522, 1363]
editorial-paragraph: ସିବିଆଇକୁ କେନ୍ଦ୍ର ସରକାରଙ୍କ ଦ୍ୱାରା ରାଜନୈତିକ ଉଦ୍ଦେଶ୍ୟରେ ଦୁରୁପଯୋଗ କରାଯାଉଛି ବୋଲି ବିରୋଧୀ ଦଳମାନେ ଅଭିଯୋଗ କରିଆସୁଛନ୍ତି। ଦେଶର ସର୍ବୋଚ୍ଚ ନ୍ୟାୟାଳୟ ମଧ୍ୟ ଏହାପୂର୍ବରୁ ଏଭଳି ଉକ୍ତି ଦେଇସାରିଛନ୍ତି। ଏଥିରେ ସିବିଆଇର ନିରପେକ୍ଷତା ଓ ବିଶ୍ୱସନୀୟତାକୁ ନେଇ ପ୍ରଶ୍ନ ଉଠିଛି। ପ୍ରଥମ ରାଜ୍ୟ ଭାବେ ମିଜୋରାମ ୨୦୧୫ରେ ସିବିଆଇର ଉନ୍ମୁକ୍ତ ସମ୍ମତି ପ୍ରତ୍ୟାହାର କରିଥିଲା। ପରେ ପଶ୍ଚିମବଙ୍ଗ, ତାମିଲନାଡୁ, କେରଳ, ତେଲଙ୍ଗାନା, ଛତିଶଗଡ଼, ରାଜସ୍ଥାନ, ଝାଡ଼ଖଣ୍ଡ, ପଞ୍ଜାବ ଓ ମେଘାଳୟ ଭଳି ରାଜ୍ୟ ମଧ୍ୟ ସମ୍ମତି ପ୍ରତ୍ୟାହାର କରିଥିଲେ। bbox=[31, 1163, 448, 1254]
lokamat-box bbox=[506, 1822, 1522, 2288]
life-paragraph: ଏ ସଂସାର ଜୀବନରେ କିଛିବି କିଛି ବିନା ହିସାବରେ ହୁଏ ନାହିଁ। ଆମ ଜୀବନର ପ୍ରତିଟି ପଦକ୍ଷେପ ହିସାବ କିତାବ ଉପରେ ନିର୍ଭର କରେ। ସୁଖ ଓ ଦୁଃଖ, ଲାଭ ଓ କ୍ଷତି ସବୁ କିଛି ହିସାବର ପରିଣାମ। bbox=[1005, 1491, 1260, 1535]
editorial-paragraph: ଏଭଳି ପରିସ୍ଥିତିରେ ସିବିଆଇର ସ୍ୱାଧୀନତା ପ୍ରସଙ୍ଗରେ ସରକାରଙ୍କ ଆଗ୍ରହ ଓ ନ୍ୟାୟପାଳିକାର ଦୃଢ଼ ମନୋଭାବ ଆବଶ୍ୟକ। ଏହାକୁ ସମ୍ବିଧାନିକ ମାନ୍ୟତା ପ୍ରଦାନ କରି ସଂସଦ ପ୍ରତି ଉତ୍ତରଦାୟୀ କରାଗଲେ ଏହାର ବିଶ୍ୱସନୀୟତା ବୃଦ୍ଧି ପାଇବ। bbox=[31, 651, 448, 695]
masthead-name: ସକାଳ bbox=[157, 132, 337, 218]
life-paragraph: ବେଳେ ବେଳେ ଆମେ ଭାବପ୍ରବଣ ହୋଇ ହିସାବ ଭୁଲିଯାଉ। ସମ୍ପର୍କ ଓ ସମ୍ବନ୍ଧ ମଧ୍ୟ ଏକ ପ୍ରକାର ହିସାବ। ଯିଏ ଅନ୍ୟକୁ ସମ୍ମାନ ଦିଏ ସେ ସମ୍ମାନ ପାଏ। ଯିଏ ପ୍ରେମ ଦିଏ ସେ ପ୍ରେମ ପାଏ। bbox=[739, 1386, 994, 1447]
feature-paragraph: ନାବିକ ବ୍ୟବସ୍ଥା ଭାରତ ଓ ଏହାର ୧୫୦୦ କିଲୋମିଟର ପରିସୀମା ମଧ୍ୟରେ ସଠିକ ସ୍ଥାନ ନିର୍ଣ୍ଣୟ ସୂଚନା ପ୍ରଦାନ କରେ। ଏହା ଦୁଇ ପ୍ରକାର ସେବା ଦେଇଥାଏ - ସାଧାରଣ ସ୍ଥାନ ନିର୍ଣ୍ଣୟ ସେବା ଓ ସଂରକ୍ଷିତ ସେବା। bbox=[739, 517, 994, 577]
editorial-paragraph: ସିବିଆଇର ଏଭି ଅସ୍ୱାଧୀନ ବାସ୍ତବତାକୁ ଲକ୍ଷ୍ୟ କରି ବିଭିନ୍ନ ସମୟରେ ଏହାକୁ ସ୍ୱାଧୀନ ସଂସ୍ଥାରେ ପରିଣତ କରିବାକୁ ମଧ୍ୟ ପ୍ରସ୍ତାବ ଆସିଛି। ବିଭିନ୍ନ ଅବସରରେ ଏହାପାଇଁ ଅବେଦନ ମଧ୍ୟ କରାଯାଇଛି। ହେଲେ ସିବିଆଇକୁ ନିରପେକ୍ଷ ଓ ସ୍ୱାଧୀନ ଭାବେ କାର୍ଯ୍ୟ କରିବାକୁ ଦିଆଯାଉନାହିଁ। bbox=[31, 1006, 448, 1051]
life-paragraph: ମାସଟାକ ଖର୍ଚ୍ଚ ବାରଦିନ ଦରମା ଆଣି ଘର ଚଳାଉଥିବା ବ୍ୟକ୍ତି ହିସାବ କରି ଖର୍ଚ୍ଚ କରେ। ଯେଉଁ ବ୍ୟକ୍ତି ହିସାବ ରଖି ଚଳେ ସେ କେବେ ଅଭାବରେ ପଡ଼େ ନାହିଁ। ଆୟ ଅନୁସାରେ ବ୍ୟୟ କରିବା ହିଁ ବୁଦ୍ଧିମାନର ଲକ୍ଷଣ। bbox=[1271, 1474, 1522, 1535]
issue-date: ଶନିବାର, ୩ ସେପ୍ଟେମ୍ବର, ୨୦୨୪ bbox=[539, 41, 725, 57]
feature-author-contact: ଭୁବନେଶ୍ୱର, ମୋ: ୭୦୦୮୬୬୭୩୪୧ bbox=[527, 428, 680, 440]
color-calibration-strip bbox=[31, 2347, 1522, 2362]
facebook-icon: f bbox=[847, 42, 862, 57]
feature-body-col-2 bbox=[739, 312, 994, 1195]
life-title: ହିସାବୀ ଜୀବନ bbox=[855, 1231, 1140, 1297]
life-body-col-1 bbox=[472, 1377, 727, 1800]
feature-author-photo bbox=[571, 312, 641, 405]
feature-paragraph: ପ୍ରଥମ ଉପଗ୍ରହ ଭିତ୍ତିକ ଅଞ୍ଚଳିକ ନୌସଞ୍ଚାଳନ ବ୍ୟବସ୍ଥା ନାବିକ (ନେଭିଗେସନ୍ ୱିଥ୍ ଇଣ୍ଡିଆନ୍ କନଷ୍ଟେଲେସନ୍) ଏବେ ଭାରତ ନିଜସ୍ୱ ପ୍ରଯୁକ୍ତିରେ ପ୍ରସ୍ତୁତ କରିସାରିଛି। ସ୍ଥଳ, ଜଳ ଓ ଆକାଶ ମାର୍ଗରେ ଯାତାୟାତ ନିୟନ୍ତ୍ରଣ ପାଇଁ ଏହା ଅତ୍ୟନ୍ତ ଉପଯୋଗୀ। bbox=[1271, 381, 1522, 457]
